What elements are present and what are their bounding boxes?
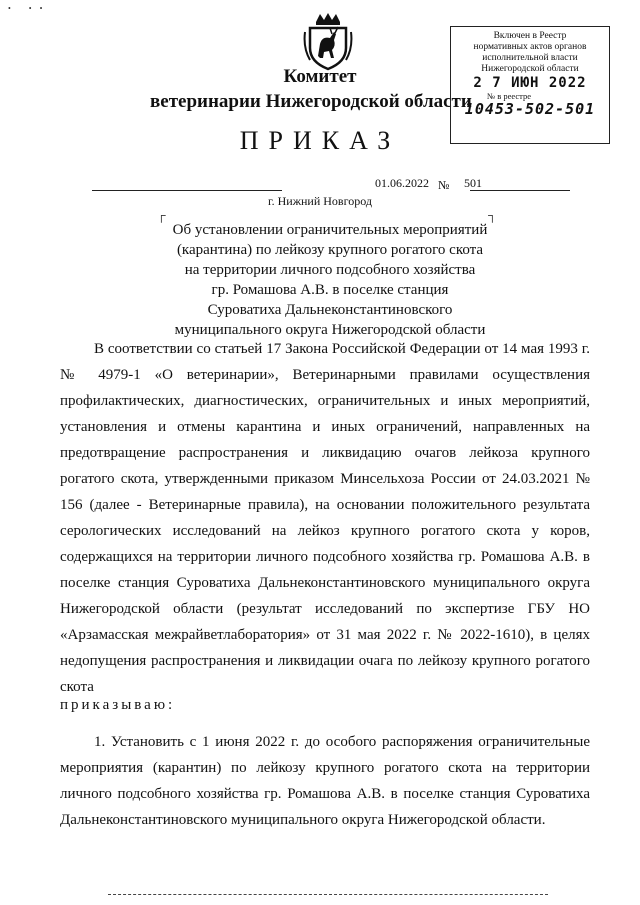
stamp-line: нормативных актов органов	[473, 42, 587, 52]
registry-stamp	[450, 26, 610, 144]
stamp-line: Нижегородской области	[481, 64, 579, 74]
bracket-left-icon: ┌	[157, 208, 166, 222]
number-label: №	[438, 178, 450, 192]
org-name-line1: Комитет	[283, 66, 357, 87]
city: г. Нижний Новгород	[268, 194, 372, 208]
order-subject	[160, 220, 500, 340]
coat-of-arms-icon	[302, 12, 354, 72]
order-date: 01.06.2022	[375, 176, 429, 190]
order-item-1	[60, 729, 590, 833]
subject-line: муниципального округа Нижегородской области	[174, 322, 486, 338]
order-number: 501	[464, 176, 482, 190]
subject-line: Об установлении ограничительных мероприятий	[172, 222, 488, 238]
page-corner-marks: • ••	[8, 4, 51, 13]
preamble	[60, 336, 590, 700]
date-underline	[92, 190, 282, 191]
number-underline	[470, 190, 570, 191]
stamp-line: исполнительной власти	[482, 53, 578, 63]
footer-line	[108, 894, 548, 895]
stamp-registry-label: № в реестре	[487, 91, 531, 101]
stamp-registry-number: 10453-502-501	[464, 100, 596, 118]
subject-line: на территории личного подсобного хозяйства	[184, 262, 476, 278]
subject-line: гр. Ромашова А.В. в поселке станция	[211, 282, 449, 298]
bracket-right-icon: ┐	[488, 208, 497, 222]
document-title: ПРИКАЗ	[239, 126, 401, 155]
stamp-date: 2 7 ИЮН 2022	[473, 75, 587, 91]
subject-line: (карантина) по лейкозу крупного рогатого скота	[176, 242, 484, 258]
subject-line: Суроватиха Дальнеконстантиновского	[207, 302, 453, 318]
stamp-line: Включен в Реестр	[493, 31, 567, 41]
preamble-text: В соответствии со статьей 17 Закона Российской Федерации от 14 мая 1993 г. № 4979-1 «О ветеринарии», Ветеринарными правилами осуществления профилактических, диагностических, ограничительных и иных мероприятий, установления и отмены карантина и иных ограничений, направленных на предотвращение распространения и ликвидацию очагов лейкоза крупного рогатого скота, утвержденными приказом Минсельхоза России от 24.03.2021 № 156 (далее - Ветеринарные правила), на основании положительного результата серологических исследований на лейкоз крупного рогатого скота у коров, содержащихся на территории личного подсобного хозяйства гр. Ромашова А.В. в поселке станция Суроватиха Дальнеконстантиновского муниципального округа Нижегородской области (результат исследований по экспертизе ГБУ НО «Арзамасская межрайветлаборатория» от 31 мая 2022 г. № 2022-1610), в целях недопущения распространения и ликвидации очага по лейкозу крупного рогатого скота	[60, 341, 590, 695]
org-name-line2: ветеринарии Нижегородской области	[150, 91, 472, 112]
order-item-text: 1. Установить с 1 июня 2022 г. до особого распоряжения ограничительные мероприятия (карантин) по лейкозу крупного рогатого скота на территории личного подсобного хозяйства гр. Ромашова А.В. в поселке станция Суроватиха Дальнеконстантиновского муниципального округа Нижегородской области.	[60, 734, 590, 828]
order-word: приказываю:	[60, 697, 176, 713]
